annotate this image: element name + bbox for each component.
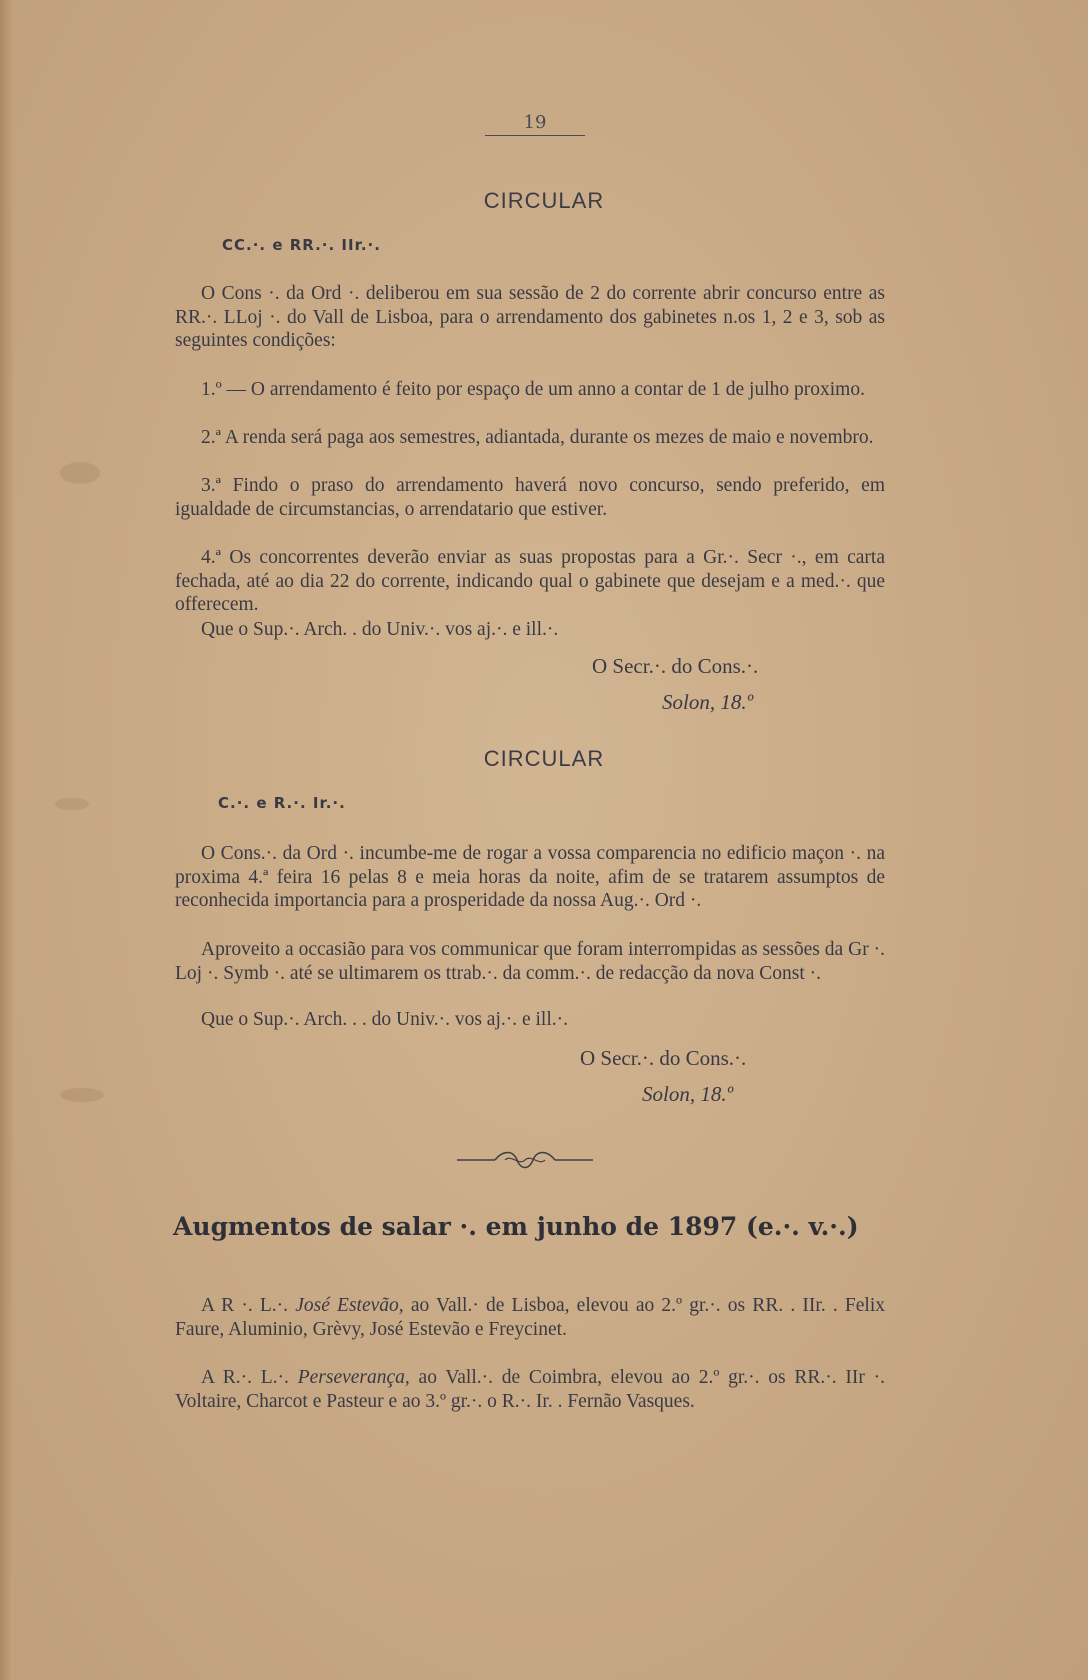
paragraph: Aproveito a occasião para vos communicar que foram interrompidas as sessões da Gr ·. Loj ·. Symb ·. até se ultimarem os ttrab.·. da comm.·. de redacção da nova Const ·.: [175, 939, 885, 984]
salary-entry: [175, 1294, 885, 1341]
paragraph: O Cons.·. da Ord ·. incumbe-me de rogar a vossa comparencia no edificio maçon ·. na proxima 4.ª feira 16 pelas 8 e meia horas da noite, afim de se tratarem assumptos de reconhecida importancia para a prosperidade da nossa Aug.·. Ord ·.: [175, 843, 885, 911]
entry-lead: A R.·. L.·.: [201, 1367, 289, 1388]
circular-heading: CIRCULAR: [483, 746, 605, 771]
paper-stain: [60, 1088, 104, 1102]
entry-text: ao Vall.· de Lisboa, elevou ao 2.º gr.·. os RR. . IIr. . Felix Faure, Aluminio, Grèvy, José Estevão e Freycinet.: [175, 1295, 885, 1340]
paragraph: 4.ª Os concorrentes deverão enviar as suas propostas para a Gr.·. Secr ·., em carta fechada, até ao dia 22 do corrente, indicando qual o gabinete que desejam e a med.·. que offerecem.: [175, 547, 885, 615]
paper-stain: [60, 462, 100, 484]
paragraph: 2.ª A renda será paga aos semestres, adiantada, durante os mezes de maio e novembro.: [201, 427, 874, 448]
paper-stain: [55, 798, 89, 810]
paragraph: 3.ª Findo o praso do arrendamento haverá novo concurso, sendo preferido, em igualdade de circumstancias, o arrendatario que estiver.: [175, 475, 885, 520]
page-edge: [0, 0, 14, 1680]
salary-entry: [175, 1366, 885, 1413]
closing-formula: Que o Sup.·. Arch. . do Univ.·. vos aj.·. e ill.·.: [201, 619, 559, 640]
paragraph: 1.º — O arrendamento é feito por espaço de um anno a contar de 1 de julho proximo.: [201, 379, 865, 400]
salutation: CC.·. e RR.·. IIr.·.: [222, 236, 381, 254]
entry-text: ao Vall.·. de Coimbra, elevou ao 2.º gr.·. os RR.·. IIr ·. Voltaire, Charcot e Pasteur e ao 3.º gr.·. o R.·. Ir. . Fernão Vasques.: [175, 1367, 886, 1412]
lodge-name: Perseverança,: [297, 1367, 410, 1388]
signature-name: Solon, 18.º: [662, 690, 754, 714]
lodge-name: José Estevão,: [295, 1295, 404, 1316]
ornament-divider-icon: [455, 1148, 595, 1172]
paragraph: O Cons ·. da Ord ·. deliberou em sua sessão de 2 do corrente abrir concurso entre as RR.·. LLoj ·. do Vall de Lisboa, para o arrendamento dos gabinetes n.os 1, 2 e 3, sob as seguintes condições:: [175, 283, 885, 351]
section-title: Augmentos de salar ·. em junho de 1897 (e.·. v.·.): [173, 1212, 859, 1241]
signature: O Secr.·. do Cons.·.: [580, 1046, 747, 1070]
signature: O Secr.·. do Cons.·.: [592, 654, 759, 678]
page-number: 19: [485, 112, 585, 136]
closing-formula: Que o Sup.·. Arch. . . do Univ.·. vos aj.·. e ill.·.: [201, 1009, 569, 1030]
salutation: C.·. e R.·. Ir.·.: [218, 794, 346, 812]
entry-lead: A R ·. L.·.: [201, 1295, 289, 1316]
circular-heading: CIRCULAR: [483, 188, 605, 213]
signature-name: Solon, 18.º: [642, 1082, 734, 1106]
